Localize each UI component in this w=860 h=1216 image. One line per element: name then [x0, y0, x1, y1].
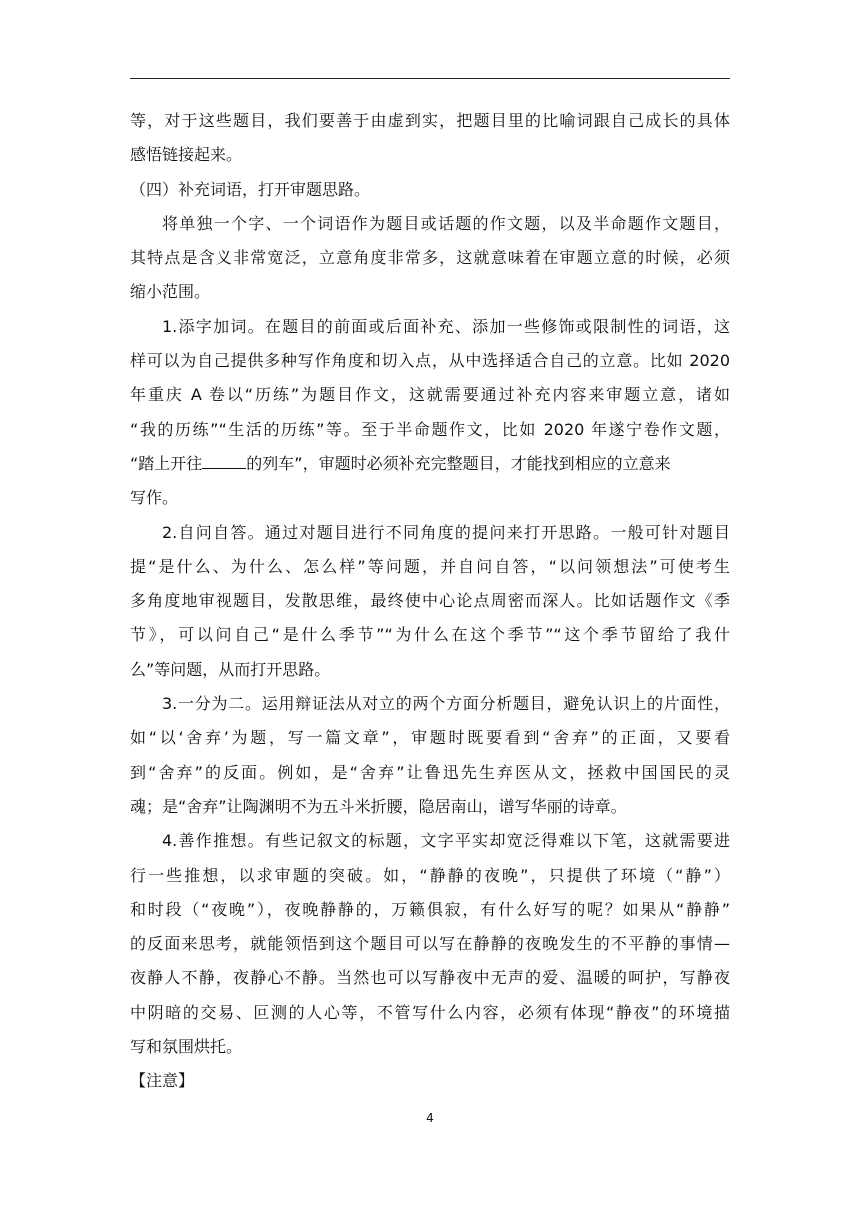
text-line: 提“是什么、为什么、怎么样”等问题，并自问自答，“以问领想法”可使考生	[130, 556, 730, 576]
text-line: 将单独一个字、一个词语作为题目或话题的作文题，以及半命题作文题目，	[162, 213, 730, 233]
text-line: 节》，可以问自己“是什么季节”“为什么在这个季节”“这个季节留给了我什	[130, 625, 730, 645]
text-fragment: “踏上开往	[130, 453, 203, 473]
text-line: 魂；是“舍弃”让陶渊明不为五斗米折腰，隐居南山，谱写华丽的诗章。	[130, 796, 627, 816]
text-line: 写和氛围烘托。	[130, 1037, 243, 1057]
text-line: 中阴暗的交易、叵测的人心等，不管写什么内容，必须有体现“静夜”的环境描	[130, 1002, 730, 1022]
text-line: 年重庆 A 卷以“历练”为题目作文，这就需要通过补充内容来审题立意，诸如	[130, 385, 730, 405]
text-line: 夜静人不静，夜静心不静。当然也可以写静夜中无声的爱、温暖的呵护，写静夜	[130, 968, 730, 988]
note-heading: 【注意】	[130, 1071, 195, 1091]
document-body	[130, 104, 730, 1099]
text-line: 2.自问自答。通过对题目进行不同角度的提问来打开思路。一般可针对题目	[162, 522, 730, 542]
text-line: 到“舍弃”的反面。例如，是“舍弃”让鲁迅先生弃医从文，拯救中国国民的灵	[130, 762, 730, 782]
text-line: 等，对于这些题目，我们要善于由虚到实，把题目里的比喻词跟自己成长的具体	[130, 111, 730, 130]
text-line: 3.一分为二。运用辩证法从对立的两个方面分析题目，避免认识上的片面性，	[162, 694, 730, 714]
text-line: “我的历练”“生活的历练”等。至于半命题作文，比如 2020 年遂宁卷作文题，	[130, 419, 730, 439]
text-line: 样可以为自己提供多种写作角度和切入点，从中选择适合自己的立意。比如 2020	[130, 351, 730, 371]
text-line-with-blank	[130, 447, 730, 481]
text-line: 其特点是含义非常宽泛，立意角度非常多，这就意味着在审题立意的时候，必须	[130, 248, 730, 268]
text-line: 感悟链接起来。	[130, 145, 243, 165]
text-line: 行一些推想，以求审题的突破。如，“静静的夜晚”，只提供了环境（“静”）	[130, 865, 730, 885]
text-line: 的反面来思考，就能领悟到这个题目可以写在静静的夜晚发生的不平静的事情—	[130, 934, 730, 954]
text-line: 4.善作推想。有些记叙文的标题，文字平实却宽泛得难以下笔，这就需要进	[162, 831, 730, 851]
text-line: 和时段（“夜晚”），夜晚静静的，万籁俱寂，有什么好写的呢？如果从“静静”	[130, 899, 730, 919]
text-line: 缩小范围。	[130, 282, 211, 302]
text-fragment: 的列车”，审题时必须补充完整题目，才能找到相应的立意来	[246, 453, 671, 473]
text-line: 如“以‘舍弃’为题，写一篇文章”，审题时既要看到“舍弃”的正面，又要看	[130, 728, 730, 748]
text-line: 么”等问题，从而打开思路。	[130, 659, 331, 679]
fill-in-blank	[202, 454, 246, 469]
text-line: 多角度地审视题目，发散思维，最终使中心论点周密而深人。比如话题作文《季	[130, 591, 730, 611]
text-line: 写作。	[130, 488, 179, 508]
section-heading: （四）补充词语，打开审题思路。	[130, 179, 371, 199]
header-rule	[130, 78, 730, 79]
page-number: 4	[426, 1111, 434, 1125]
text-line: 1.添字加词。在题目的前面或后面补充、添加一些修饰或限制性的词语，这	[162, 316, 730, 336]
